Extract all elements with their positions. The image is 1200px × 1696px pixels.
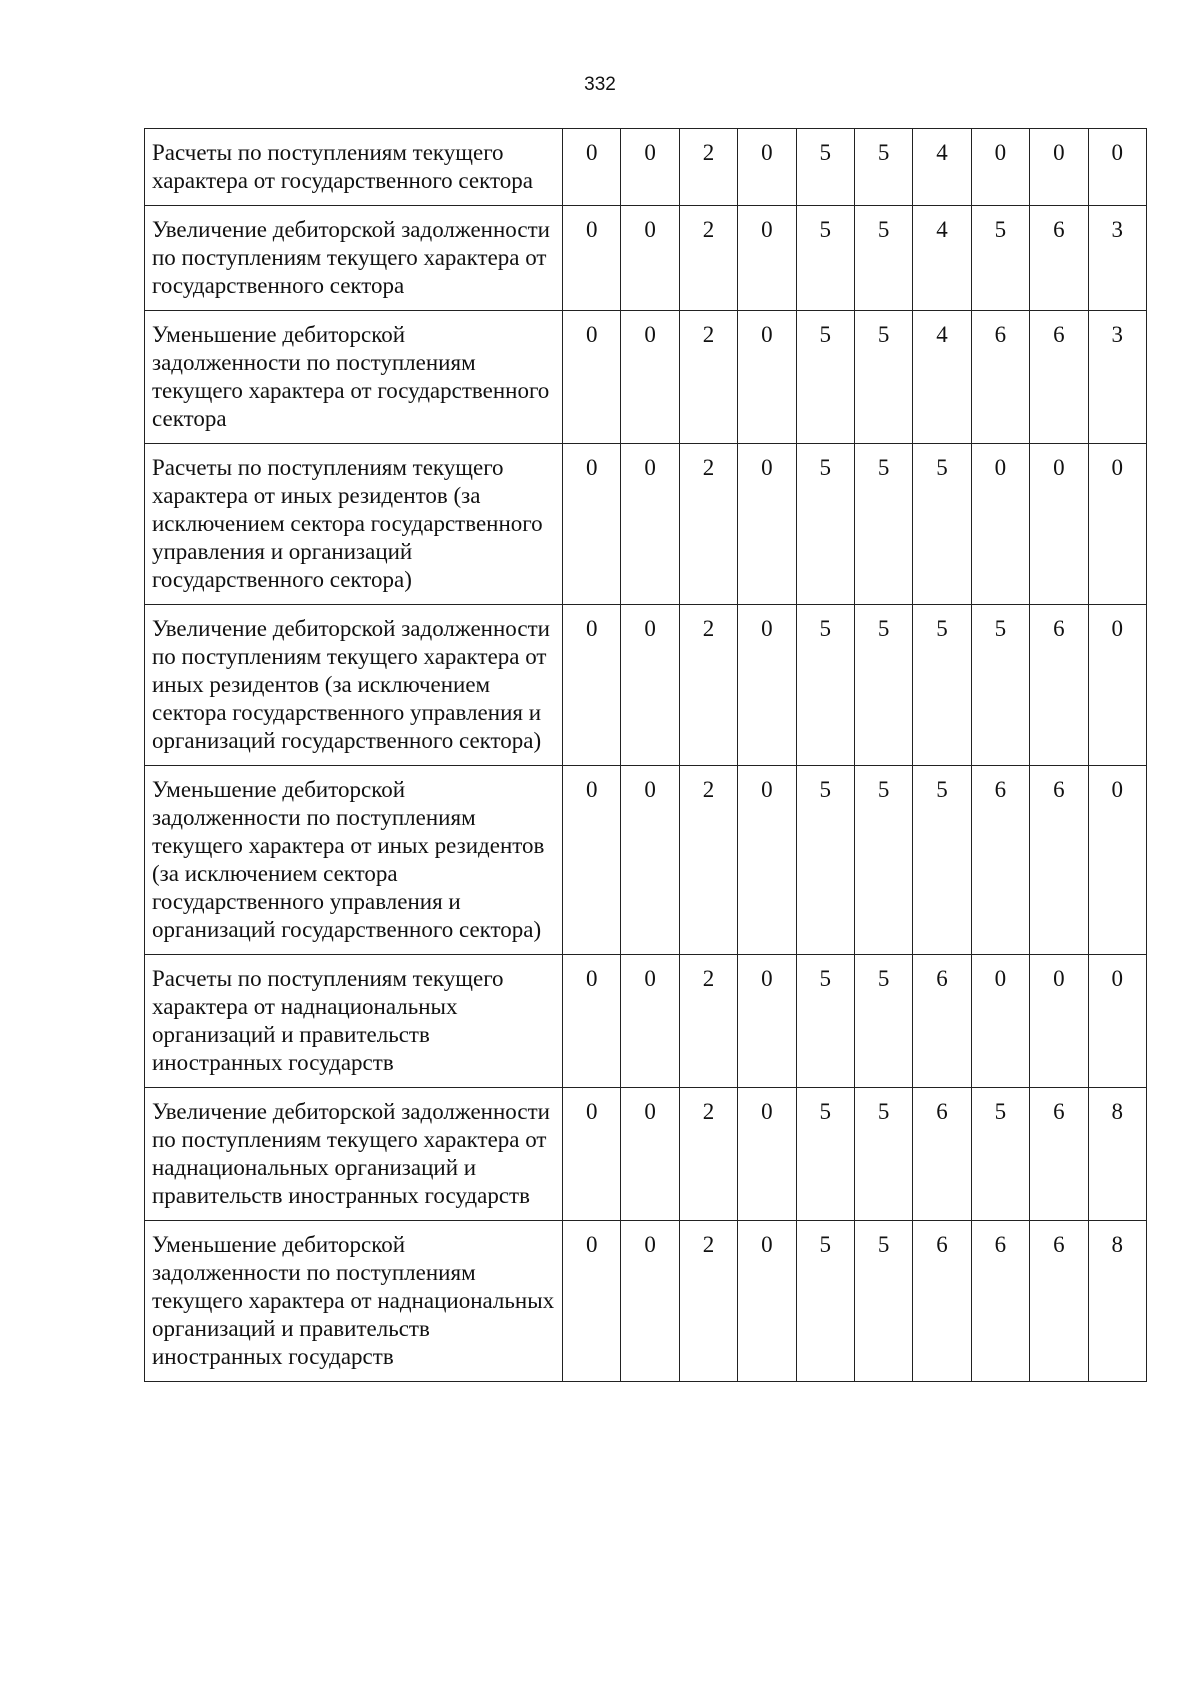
code-digit-8: 0: [971, 955, 1029, 1088]
code-digit-7: 4: [913, 206, 971, 311]
code-digit-8: 6: [971, 1221, 1029, 1382]
table-row: [145, 955, 1147, 1088]
table-row: [145, 605, 1147, 766]
table-row: [145, 311, 1147, 444]
code-digit-4: 0: [738, 605, 796, 766]
code-digit-10: 8: [1088, 1221, 1146, 1382]
code-digit-4: 0: [738, 766, 796, 955]
code-digit-9: 6: [1030, 766, 1088, 955]
code-digit-2: 0: [621, 206, 679, 311]
code-digit-3: 2: [679, 955, 737, 1088]
code-digit-5: 5: [796, 311, 854, 444]
code-digit-10: 0: [1088, 766, 1146, 955]
code-digit-2: 0: [621, 1221, 679, 1382]
code-digit-1: 0: [563, 605, 621, 766]
code-digit-1: 0: [563, 129, 621, 206]
code-digit-3: 2: [679, 1221, 737, 1382]
code-digit-4: 0: [738, 444, 796, 605]
code-digit-3: 2: [679, 129, 737, 206]
code-digit-9: 6: [1030, 206, 1088, 311]
code-digit-2: 0: [621, 129, 679, 206]
account-codes-table: [144, 128, 1147, 1382]
code-digit-3: 2: [679, 766, 737, 955]
code-digit-2: 0: [621, 444, 679, 605]
code-digit-9: 6: [1030, 311, 1088, 444]
table-body: [145, 129, 1147, 1382]
code-digit-6: 5: [854, 1088, 912, 1221]
row-description: Расчеты по поступлениям текущего характера от государственного сектора: [145, 129, 563, 206]
table-row: [145, 444, 1147, 605]
table-row: [145, 129, 1147, 206]
row-description: Увеличение дебиторской задолженности по поступлениям текущего характера от наднациональных организаций и правительств иностранных государств: [145, 1088, 563, 1221]
code-digit-10: 3: [1088, 206, 1146, 311]
code-digit-1: 0: [563, 1088, 621, 1221]
page-number: 332: [584, 74, 616, 95]
code-digit-8: 0: [971, 444, 1029, 605]
code-digit-4: 0: [738, 1221, 796, 1382]
code-digit-10: 0: [1088, 444, 1146, 605]
row-description: Уменьшение дебиторской задолженности по поступлениям текущего характера от иных резидентов (за исключением сектора государственного управления и организаций государственного сектора): [145, 766, 563, 955]
table-row: [145, 1221, 1147, 1382]
row-description: Увеличение дебиторской задолженности по поступлениям текущего характера от иных резидентов (за исключением сектора государственного управления и организаций государственного сектора): [145, 605, 563, 766]
code-digit-2: 0: [621, 311, 679, 444]
row-description: Уменьшение дебиторской задолженности по поступлениям текущего характера от наднациональных организаций и правительств иностранных государств: [145, 1221, 563, 1382]
code-digit-8: 5: [971, 605, 1029, 766]
code-digit-3: 2: [679, 206, 737, 311]
code-digit-9: 0: [1030, 955, 1088, 1088]
code-digit-1: 0: [563, 766, 621, 955]
code-digit-6: 5: [854, 1221, 912, 1382]
code-digit-6: 5: [854, 206, 912, 311]
code-digit-9: 6: [1030, 605, 1088, 766]
code-digit-10: 0: [1088, 129, 1146, 206]
code-digit-9: 6: [1030, 1088, 1088, 1221]
code-digit-8: 5: [971, 206, 1029, 311]
code-digit-7: 5: [913, 605, 971, 766]
code-digit-2: 0: [621, 766, 679, 955]
code-digit-4: 0: [738, 129, 796, 206]
code-digit-5: 5: [796, 1221, 854, 1382]
code-digit-4: 0: [738, 955, 796, 1088]
table-row: [145, 206, 1147, 311]
code-digit-7: 4: [913, 129, 971, 206]
code-digit-9: 0: [1030, 444, 1088, 605]
code-digit-4: 0: [738, 311, 796, 444]
table-row: [145, 766, 1147, 955]
code-digit-7: 6: [913, 955, 971, 1088]
code-digit-9: 6: [1030, 1221, 1088, 1382]
code-digit-2: 0: [621, 1088, 679, 1221]
code-digit-5: 5: [796, 1088, 854, 1221]
code-digit-9: 0: [1030, 129, 1088, 206]
code-digit-7: 6: [913, 1088, 971, 1221]
row-description: Расчеты по поступлениям текущего характера от иных резидентов (за исключением сектора государственного управления и организаций государственного сектора): [145, 444, 563, 605]
code-digit-7: 5: [913, 766, 971, 955]
row-description: Уменьшение дебиторской задолженности по поступлениям текущего характера от государственного сектора: [145, 311, 563, 444]
code-digit-10: 8: [1088, 1088, 1146, 1221]
code-digit-7: 5: [913, 444, 971, 605]
code-digit-5: 5: [796, 766, 854, 955]
code-digit-10: 0: [1088, 955, 1146, 1088]
code-digit-4: 0: [738, 206, 796, 311]
code-digit-6: 5: [854, 129, 912, 206]
code-digit-7: 6: [913, 1221, 971, 1382]
code-digit-1: 0: [563, 206, 621, 311]
code-digit-8: 5: [971, 1088, 1029, 1221]
code-digit-5: 5: [796, 129, 854, 206]
code-digit-2: 0: [621, 955, 679, 1088]
row-description: Увеличение дебиторской задолженности по поступлениям текущего характера от государственного сектора: [145, 206, 563, 311]
code-digit-8: 6: [971, 766, 1029, 955]
table-row: [145, 1088, 1147, 1221]
code-digit-6: 5: [854, 605, 912, 766]
code-digit-6: 5: [854, 311, 912, 444]
code-digit-8: 0: [971, 129, 1029, 206]
code-digit-5: 5: [796, 605, 854, 766]
code-digit-10: 3: [1088, 311, 1146, 444]
code-digit-5: 5: [796, 444, 854, 605]
code-digit-1: 0: [563, 955, 621, 1088]
code-digit-6: 5: [854, 955, 912, 1088]
code-digit-3: 2: [679, 1088, 737, 1221]
code-digit-7: 4: [913, 311, 971, 444]
code-digit-3: 2: [679, 444, 737, 605]
code-digit-2: 0: [621, 605, 679, 766]
code-digit-10: 0: [1088, 605, 1146, 766]
code-digit-3: 2: [679, 605, 737, 766]
code-digit-8: 6: [971, 311, 1029, 444]
code-digit-5: 5: [796, 206, 854, 311]
code-digit-3: 2: [679, 311, 737, 444]
code-digit-6: 5: [854, 444, 912, 605]
code-digit-4: 0: [738, 1088, 796, 1221]
code-digit-6: 5: [854, 766, 912, 955]
code-digit-1: 0: [563, 444, 621, 605]
row-description: Расчеты по поступлениям текущего характера от наднациональных организаций и правительств иностранных государств: [145, 955, 563, 1088]
code-digit-1: 0: [563, 311, 621, 444]
code-digit-5: 5: [796, 955, 854, 1088]
code-digit-1: 0: [563, 1221, 621, 1382]
